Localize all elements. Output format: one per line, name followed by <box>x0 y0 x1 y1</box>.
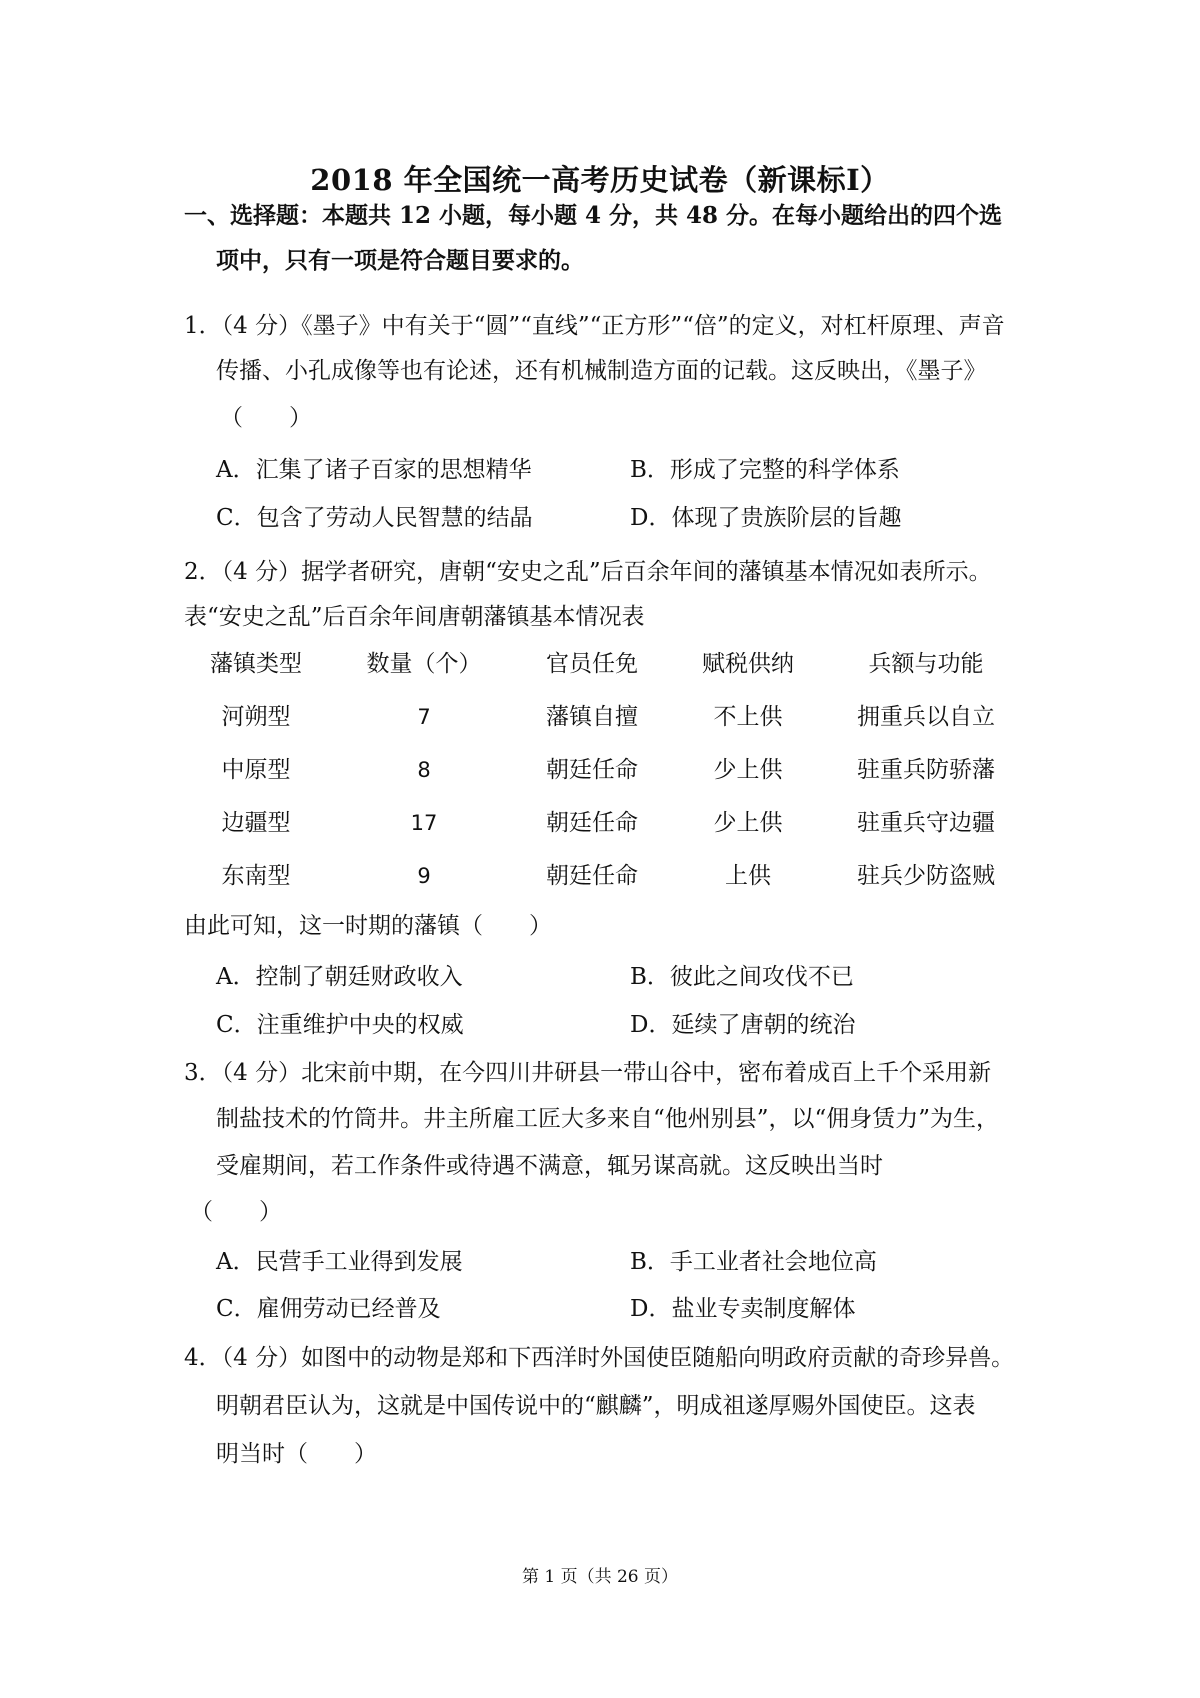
q2-option-a: A．控制了朝廷财政收入 <box>216 964 463 990</box>
table-cell: 朝廷任命 <box>546 757 638 783</box>
table-row <box>0 807 1200 843</box>
section-heading-line2: 项中，只有一项是符合题目要求的。 <box>216 247 584 274</box>
q2-line1: 2．（4 分）据学者研究，唐朝“安史之乱”后百余年间的藩镇基本情况如表所示。 <box>184 559 992 585</box>
q4-line1: 4．（4 分）如图中的动物是郑和下西洋时外国使臣随船向明政府贡献的奇珍异兽。 <box>184 1345 1015 1371</box>
table-header-cell: 数量（个） <box>366 651 482 677</box>
table-cell: 上供 <box>725 863 771 889</box>
table-cell: 9 <box>417 864 431 888</box>
q1-line2: 传播、小孔成像等也有论述，还有机械制造方面的记载。这反映出，《墨子》 <box>216 358 987 384</box>
table-cell: 东南型 <box>221 863 291 889</box>
q3-line1: 3．（4 分）北宋前中期，在今四川井研县一带山谷中，密布着成百上千个采用新 <box>184 1060 992 1086</box>
q3-option-c: C．雇佣劳动已经普及 <box>216 1296 441 1322</box>
table-cell: 驻兵少防盗贼 <box>857 863 995 889</box>
q3-line3: 受雇期间，若工作条件或待遇不满意，辄另谋高就。这反映出当时 <box>216 1153 883 1179</box>
table-cell: 中原型 <box>221 757 291 783</box>
q1-option-a: A．汇集了诸子百家的思想精华 <box>216 457 532 483</box>
q1-answer-blank: （ ） <box>220 405 312 431</box>
table-cell: 驻重兵守边疆 <box>857 810 995 836</box>
table-header-cell: 兵额与功能 <box>868 651 984 677</box>
table-cell: 河朔型 <box>221 704 291 730</box>
q3-line2: 制盐技术的竹筒井。井主所雇工匠大多来自“他州别县”，以“佣身赁力”为生， <box>216 1106 1000 1132</box>
q2-table-caption: 表“安史之乱”后百余年间唐朝藩镇基本情况表 <box>184 604 645 630</box>
table-row <box>0 754 1200 790</box>
table-cell: 驻重兵防骄藩 <box>857 757 995 783</box>
q3-option-a: A．民营手工业得到发展 <box>216 1249 463 1275</box>
table-row <box>0 860 1200 896</box>
q2-option-d: D．延续了唐朝的统治 <box>630 1012 856 1038</box>
q1-option-c: C．包含了劳动人民智慧的结晶 <box>216 505 533 531</box>
table-cell: 藩镇自擅 <box>546 704 638 730</box>
q2-option-b: B．彼此之间攻伐不已 <box>630 964 854 990</box>
q1-option-b: B．形成了完整的科学体系 <box>630 457 900 483</box>
q1-option-d: D．体现了贵族阶层的旨趣 <box>630 505 902 531</box>
table-header-row <box>0 648 1200 684</box>
table-cell: 少上供 <box>713 757 783 783</box>
q2-option-c: C．注重维护中央的权威 <box>216 1012 464 1038</box>
q1-line1: 1．（4 分）《墨子》中有关于“圆”“直线”“正方形”“倍”的定义，对杠杆原理、声音 <box>184 313 1005 339</box>
table-header-cell: 赋税供纳 <box>702 651 794 677</box>
table-cell: 少上供 <box>713 810 783 836</box>
table-cell: 17 <box>410 811 438 835</box>
q2-stem: 由此可知，这一时期的藩镇（ ） <box>184 913 552 939</box>
q3-option-d: D．盐业专卖制度解体 <box>630 1296 856 1322</box>
q4-line3: 明当时（ ） <box>216 1441 377 1467</box>
q3-option-b: B．手工业者社会地位高 <box>630 1249 877 1275</box>
table-header-cell: 藩镇类型 <box>210 651 302 677</box>
q4-line2: 明朝君臣认为，这就是中国传说中的“麒麟”，明成祖遂厚赐外国使臣。这表 <box>216 1393 976 1419</box>
table-cell: 边疆型 <box>221 810 291 836</box>
page-title: 2018 年全国统一高考历史试卷（新课标Ⅰ） <box>310 163 890 197</box>
page-number-footer: 第 1 页（共 26 页） <box>521 1567 679 1587</box>
table-cell: 8 <box>417 758 431 782</box>
table-cell: 不上供 <box>713 704 783 730</box>
table-cell: 朝廷任命 <box>546 863 638 889</box>
q3-answer-blank: （ ） <box>190 1199 282 1225</box>
table-cell: 朝廷任命 <box>546 810 638 836</box>
table-cell: 7 <box>417 705 431 729</box>
section-heading-line1: 一、选择题：本题共 12 小题，每小题 4 分，共 48 分。在每小题给出的四个选 <box>184 202 1003 229</box>
table-header-cell: 官员任免 <box>546 651 638 677</box>
table-cell: 拥重兵以自立 <box>857 704 995 730</box>
table-row <box>0 701 1200 737</box>
